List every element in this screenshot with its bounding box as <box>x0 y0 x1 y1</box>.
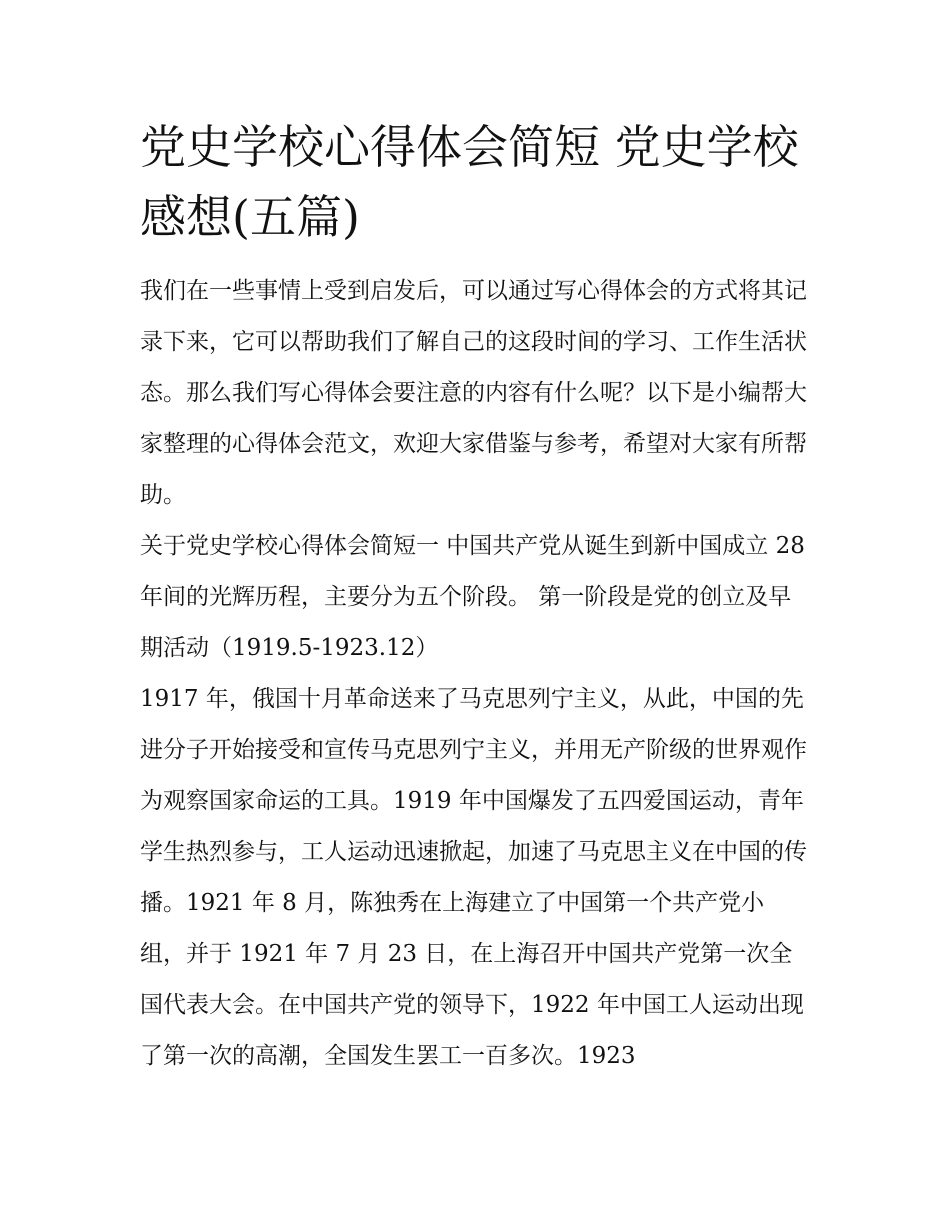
history-paragraph: 1917 年，俄国十月革命送来了马克思列宁主义，从此，中国的先进分子开始接受和宣传马克思列宁主义，并用无产阶级的世界观作为观察国家命运的工具。1919 年中国爆发了五四爱国运动，青年学生热烈参与，工人运动迅速掀起，加速了马克思主义在中国的传播。1921 年 8 月，陈独秀在上海建立了中国第一个共产党小组，并于 1921 年 7 月 23 日，在上海召开中国共产党第一次全国代表大会。在中国共产党的领导下，1922 年中国工人运动出现了第一次的高潮，全国发生罢工一百多次。1923 <box>140 686 807 1069</box>
section-one-paragraph: 关于党史学校心得体会简短一 中国共产党从诞生到新中国成立 28 年间的光辉历程，主要分为五个阶段。 第一阶段是党的创立及早期活动（1919.5-1923.12） <box>140 533 805 661</box>
document-title: 党史学校心得体会简短 党史学校感想(五篇) <box>140 120 799 244</box>
document-body <box>140 112 810 1082</box>
intro-paragraph: 我们在一些事情上受到启发后，可以通过写心得体会的方式将其记录下来，它可以帮助我们了解自己的这段时间的学习、工作生活状态。那么我们写心得体会要注意的内容有什么呢？以下是小编帮大家整理的心得体会范文，欢迎大家借鉴与参考，希望对大家有所帮助。 <box>140 278 807 508</box>
title-spacer <box>140 252 810 266</box>
